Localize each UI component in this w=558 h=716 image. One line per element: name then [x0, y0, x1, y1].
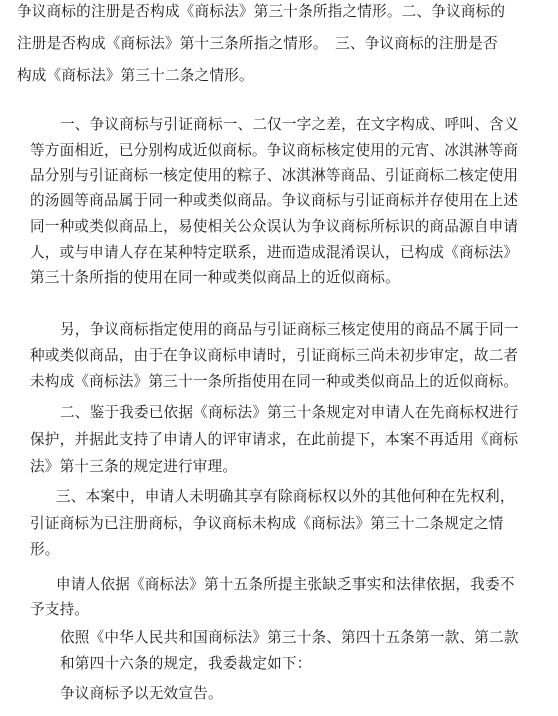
text-line: 一、争议商标与引证商标一、二仅一字之差，在文字构成、呼叫、含义	[60, 116, 519, 133]
text-line: 人，或与申请人存在某种特定联系，进而造成混淆误认，已构成《商标法》	[30, 244, 519, 261]
text-line: 构成《商标法》第三十二条之情形。	[17, 67, 254, 84]
text-line: 申请人依据《商标法》第十五条所提主张缺乏事实和法律依据，我委不	[56, 576, 515, 593]
text-line: 争议商标的注册是否构成《商标法》第三十条所指之情形。二、争议商标的	[17, 3, 506, 20]
text-line: 依照《中华人民共和国商标法》第三十条、第四十五条第一款、第二款	[60, 629, 519, 646]
text-line: 第三十条所指的使用在同一种或类似商品上的近似商标。	[30, 269, 400, 286]
text-line: 另，争议商标指定使用的商品与引证商标三核定使用的商品不属于同一	[60, 321, 519, 338]
text-line: 法》第十三条的规定进行审理。	[30, 458, 238, 475]
text-line: 保护，并据此支持了申请人的评审请求，在此前提下，本案不再适用《商标	[30, 431, 519, 448]
text-line: 形。	[30, 541, 60, 558]
text-line: 未构成《商标法》第三十一条所指使用在同一种或类似商品上的近似商标。	[30, 373, 519, 390]
text-line: 予支持。	[30, 601, 90, 618]
text-line: 二、鉴于我委已依据《商标法》第三十条规定对申请人在先商标权进行	[60, 404, 519, 421]
text-line: 的汤圆等商品属于同一种或类似商品。争议商标与引证商标并存使用在上述	[30, 192, 519, 209]
text-line: 注册是否构成《商标法》第十三条所指之情形。 三、争议商标的注册是否	[17, 35, 498, 52]
text-line: 和第四十六条的规定，我委裁定如下：	[60, 655, 312, 672]
text-line: 同一种或类似商品上，易使相关公众误认为争议商标所标识的商品源自申请	[30, 218, 519, 235]
text-line: 品分别与引证商标一核定使用的粽子、冰淇淋等商品、引证商标二核定使用	[30, 167, 519, 184]
text-line: 引证商标为已注册商标，争议商标未构成《商标法》第三十二条规定之情	[30, 515, 504, 532]
text-line: 等方面相近，已分别构成近似商标。争议商标核定使用的元宵、冰淇淋等商	[30, 142, 519, 159]
text-line: 三、本案中，申请人未明确其享有除商标权以外的其他何种在先权利，	[56, 488, 515, 505]
text-line: 种或类似商品，由于在争议商标申请时，引证商标三尚未初步审定，故二者	[30, 347, 519, 364]
text-line: 争议商标予以无效宣告。	[60, 685, 223, 702]
